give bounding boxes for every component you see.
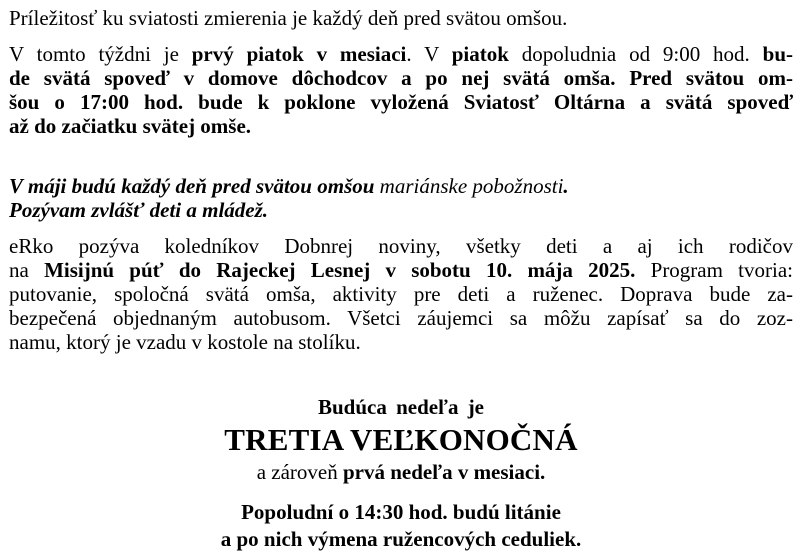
first-friday-line-4: až do začiatku svätej omše. xyxy=(9,114,252,138)
pilgrimage-highlight: Misijnú púť do Rajeckej Lesnej v sobotu 10. mája 2025. xyxy=(44,258,636,282)
first-friday-line-2: de svätá spoveď v domove dôchodcov a po nej svätá omša. Pred svätou om- xyxy=(9,66,793,90)
first-friday-line-3: šou o 17:00 hod. bude k poklone vyložená Sviatosť Oltárna a svätá spoveď xyxy=(9,90,793,114)
next-sunday-intro: Budúca nedeľa je xyxy=(317,395,485,419)
text-fragment: V tomto týždni je xyxy=(9,42,192,66)
rosary-exchange: a po nich výmena ružencových ceduliek. xyxy=(220,527,582,551)
marian-devotions-text: mariánske pobožnosti xyxy=(374,174,564,198)
pilgrimage-line-2 xyxy=(9,258,793,282)
paragraph-first-friday xyxy=(9,42,793,138)
text-fragment: . xyxy=(563,174,569,198)
confession-text: Príležitosť ku sviatosti zmierenia je každý deň pred svätou omšou. xyxy=(9,6,568,30)
paragraph-confession xyxy=(9,6,793,30)
paragraph-may-devotions xyxy=(9,174,793,222)
text-fragment: bu- xyxy=(762,42,793,66)
first-friday-highlight: prvý piatok v mesiaci xyxy=(191,42,407,66)
first-friday-line-1 xyxy=(9,42,793,66)
text-fragment: V máji budú každý deň pred svätou omšou xyxy=(9,174,375,198)
pilgrimage-line-3: putovanie, spoločná svätá omša, aktivity pre deti a ruženec. Doprava bude za- xyxy=(9,282,793,306)
pilgrimage-line-1: eRko pozýva koledníkov Dobnrej noviny, všetky deti a aj ich rodičov xyxy=(9,234,793,258)
text-fragment: na xyxy=(9,258,45,282)
litany-time: Popoludní o 14:30 hod. budú litánie xyxy=(241,500,561,524)
may-devotions-line-1 xyxy=(9,174,793,198)
text-fragment: Program tvoria: xyxy=(635,258,794,282)
first-sunday-highlight: prvá nedeľa v mesiaci. xyxy=(342,460,546,484)
next-sunday-title: TRETIA VEĽKONOČNÁ xyxy=(224,422,578,457)
friday-highlight: piatok xyxy=(451,42,509,66)
pilgrimage-line-5: namu, ktorý je vzadu v kostole na stolíku. xyxy=(9,330,361,354)
text-fragment: . V xyxy=(406,42,452,66)
may-devotions-line-2: Pozývam zvlášť deti a mládež. xyxy=(9,198,269,222)
text-fragment: a zároveň xyxy=(256,460,343,484)
text-fragment: dopoludnia od 9:00 hod. xyxy=(508,42,763,66)
first-sunday-note xyxy=(9,460,793,484)
pilgrimage-line-4: bezpečená objednaným autobusom. Všetci záujemci sa môžu zapísať sa do zoz- xyxy=(9,306,793,330)
paragraph-pilgrimage xyxy=(9,234,793,354)
